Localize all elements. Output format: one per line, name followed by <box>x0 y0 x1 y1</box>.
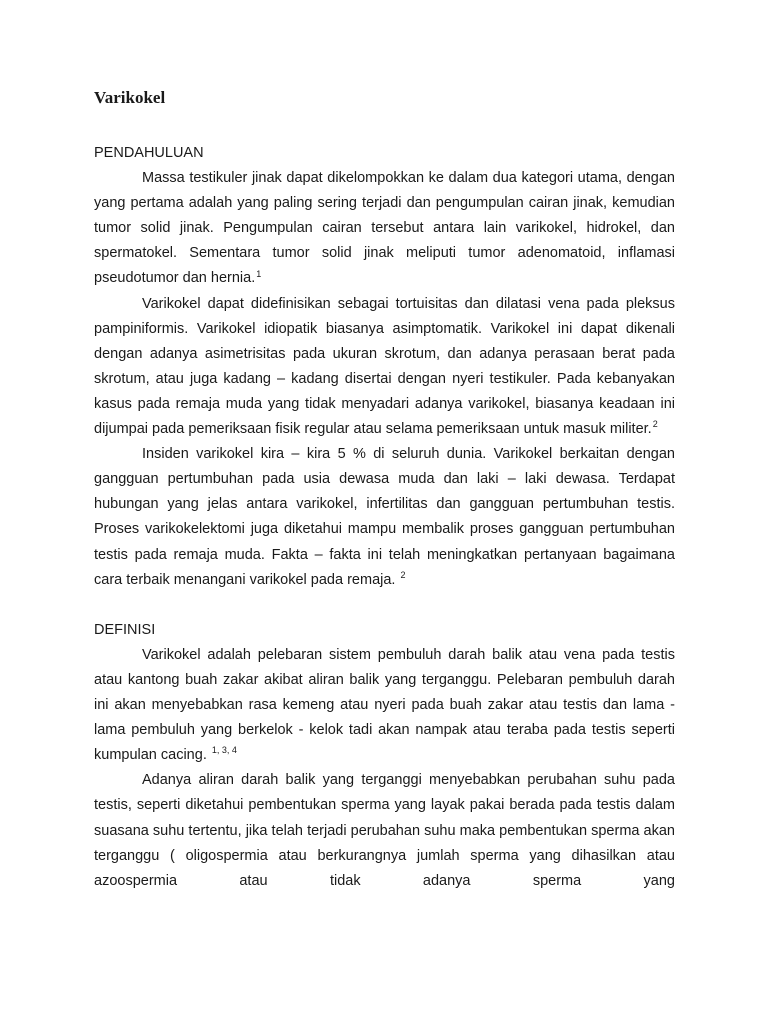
paragraph <box>94 166 675 291</box>
paragraph-text: Varikokel dapat didefinisikan sebagai tortuisitas dan dilatasi vena pada pleksus pampiniformis. Varikokel idiopatik biasanya asimptomatik. Varikokel ini dapat dikenali dengan adanya asimetrisitas pada ukuran skrotum, dan adanya perasaan berat pada skrotum, atau juga kadang – kadang disertai dengan nyeri testikuler. Pada kebanyakan kasus pada remaja muda yang tidak menyadari adanya varikokel, biasanya keadaan ini dijumpai pada pemeriksaan fisik regular atau selama pemeriksaan untuk masuk militer. <box>94 295 675 438</box>
reference-marker: 1 <box>256 268 262 279</box>
section-definisi <box>94 618 675 894</box>
section-pendahuluan <box>94 141 675 593</box>
section-heading: PENDAHULUAN <box>94 145 204 161</box>
paragraph-text: Insiden varikokel kira – kira 5 % di seluruh dunia. Varikokel berkaitan dengan gangguan pertumbuhan pada usia dewasa muda dan laki – laki dewasa. Terdapat hubungan yang jelas antara varikokel, infertilitas dan gangguan pertumbuhan testis. Proses varikokelektomi juga diketahui mampu membalik proses gangguan pertumbuhan testis pada remaja muda. Fakta – fakta ini telah meningkatkan pertanyaan bagaimana cara terbaik menangani varikokel pada remaja. <box>94 446 675 588</box>
section-spacer <box>94 593 675 618</box>
paragraph <box>94 643 675 768</box>
paragraph-text: Adanya aliran darah balik yang terganggi menyebabkan perubahan suhu pada testis, seperti diketahui pembentukan sperma yang layak pakai berada pada testis dalam suasana suhu tertentu, jika telah terjadi perubahan suhu maka pembentukan sperma akan terganggu ( oligospermia atau berkurangnya jumlah sperma yang dihasilkan atau azoospermia atau tidak adanya sperma yang <box>94 772 675 889</box>
reference-marker: 2 <box>652 419 658 430</box>
reference-marker: 1, 3, 4 <box>211 745 237 756</box>
paragraph-text: Massa testikuler jinak dapat dikelompokkan ke dalam dua kategori utama, dengan yang pertama adalah yang paling sering terjadi dan pengumpulan cairan jinak, kemudian tumor solid jinak. Pengumpulan cairan tersebut antara lain varikokel, hidrokel, dan spermatokel. Sementara tumor solid jinak meliputi tumor adenomatoid, inflamasi pseudotumor dan hernia. <box>94 170 675 287</box>
document-page <box>94 86 675 894</box>
paragraph-text: Varikokel adalah pelebaran sistem pembuluh darah balik atau vena pada testis atau kantong buah zakar akibat aliran balik yang terganggu. Pelebaran pembuluh darah ini akan menyebabkan rasa kemeng atau nyeri pada buah zakar atau testis dan lama - lama pembuluh yang berkelok - kelok tadi akan nampak atau teraba pada testis seperti kumpulan cacing. <box>94 646 675 764</box>
section-heading: DEFINISI <box>94 621 156 638</box>
reference-marker: 2 <box>400 569 406 580</box>
document-title: Varikokel <box>94 88 166 107</box>
paragraph <box>94 768 675 893</box>
paragraph <box>94 442 675 593</box>
paragraph <box>94 292 675 443</box>
